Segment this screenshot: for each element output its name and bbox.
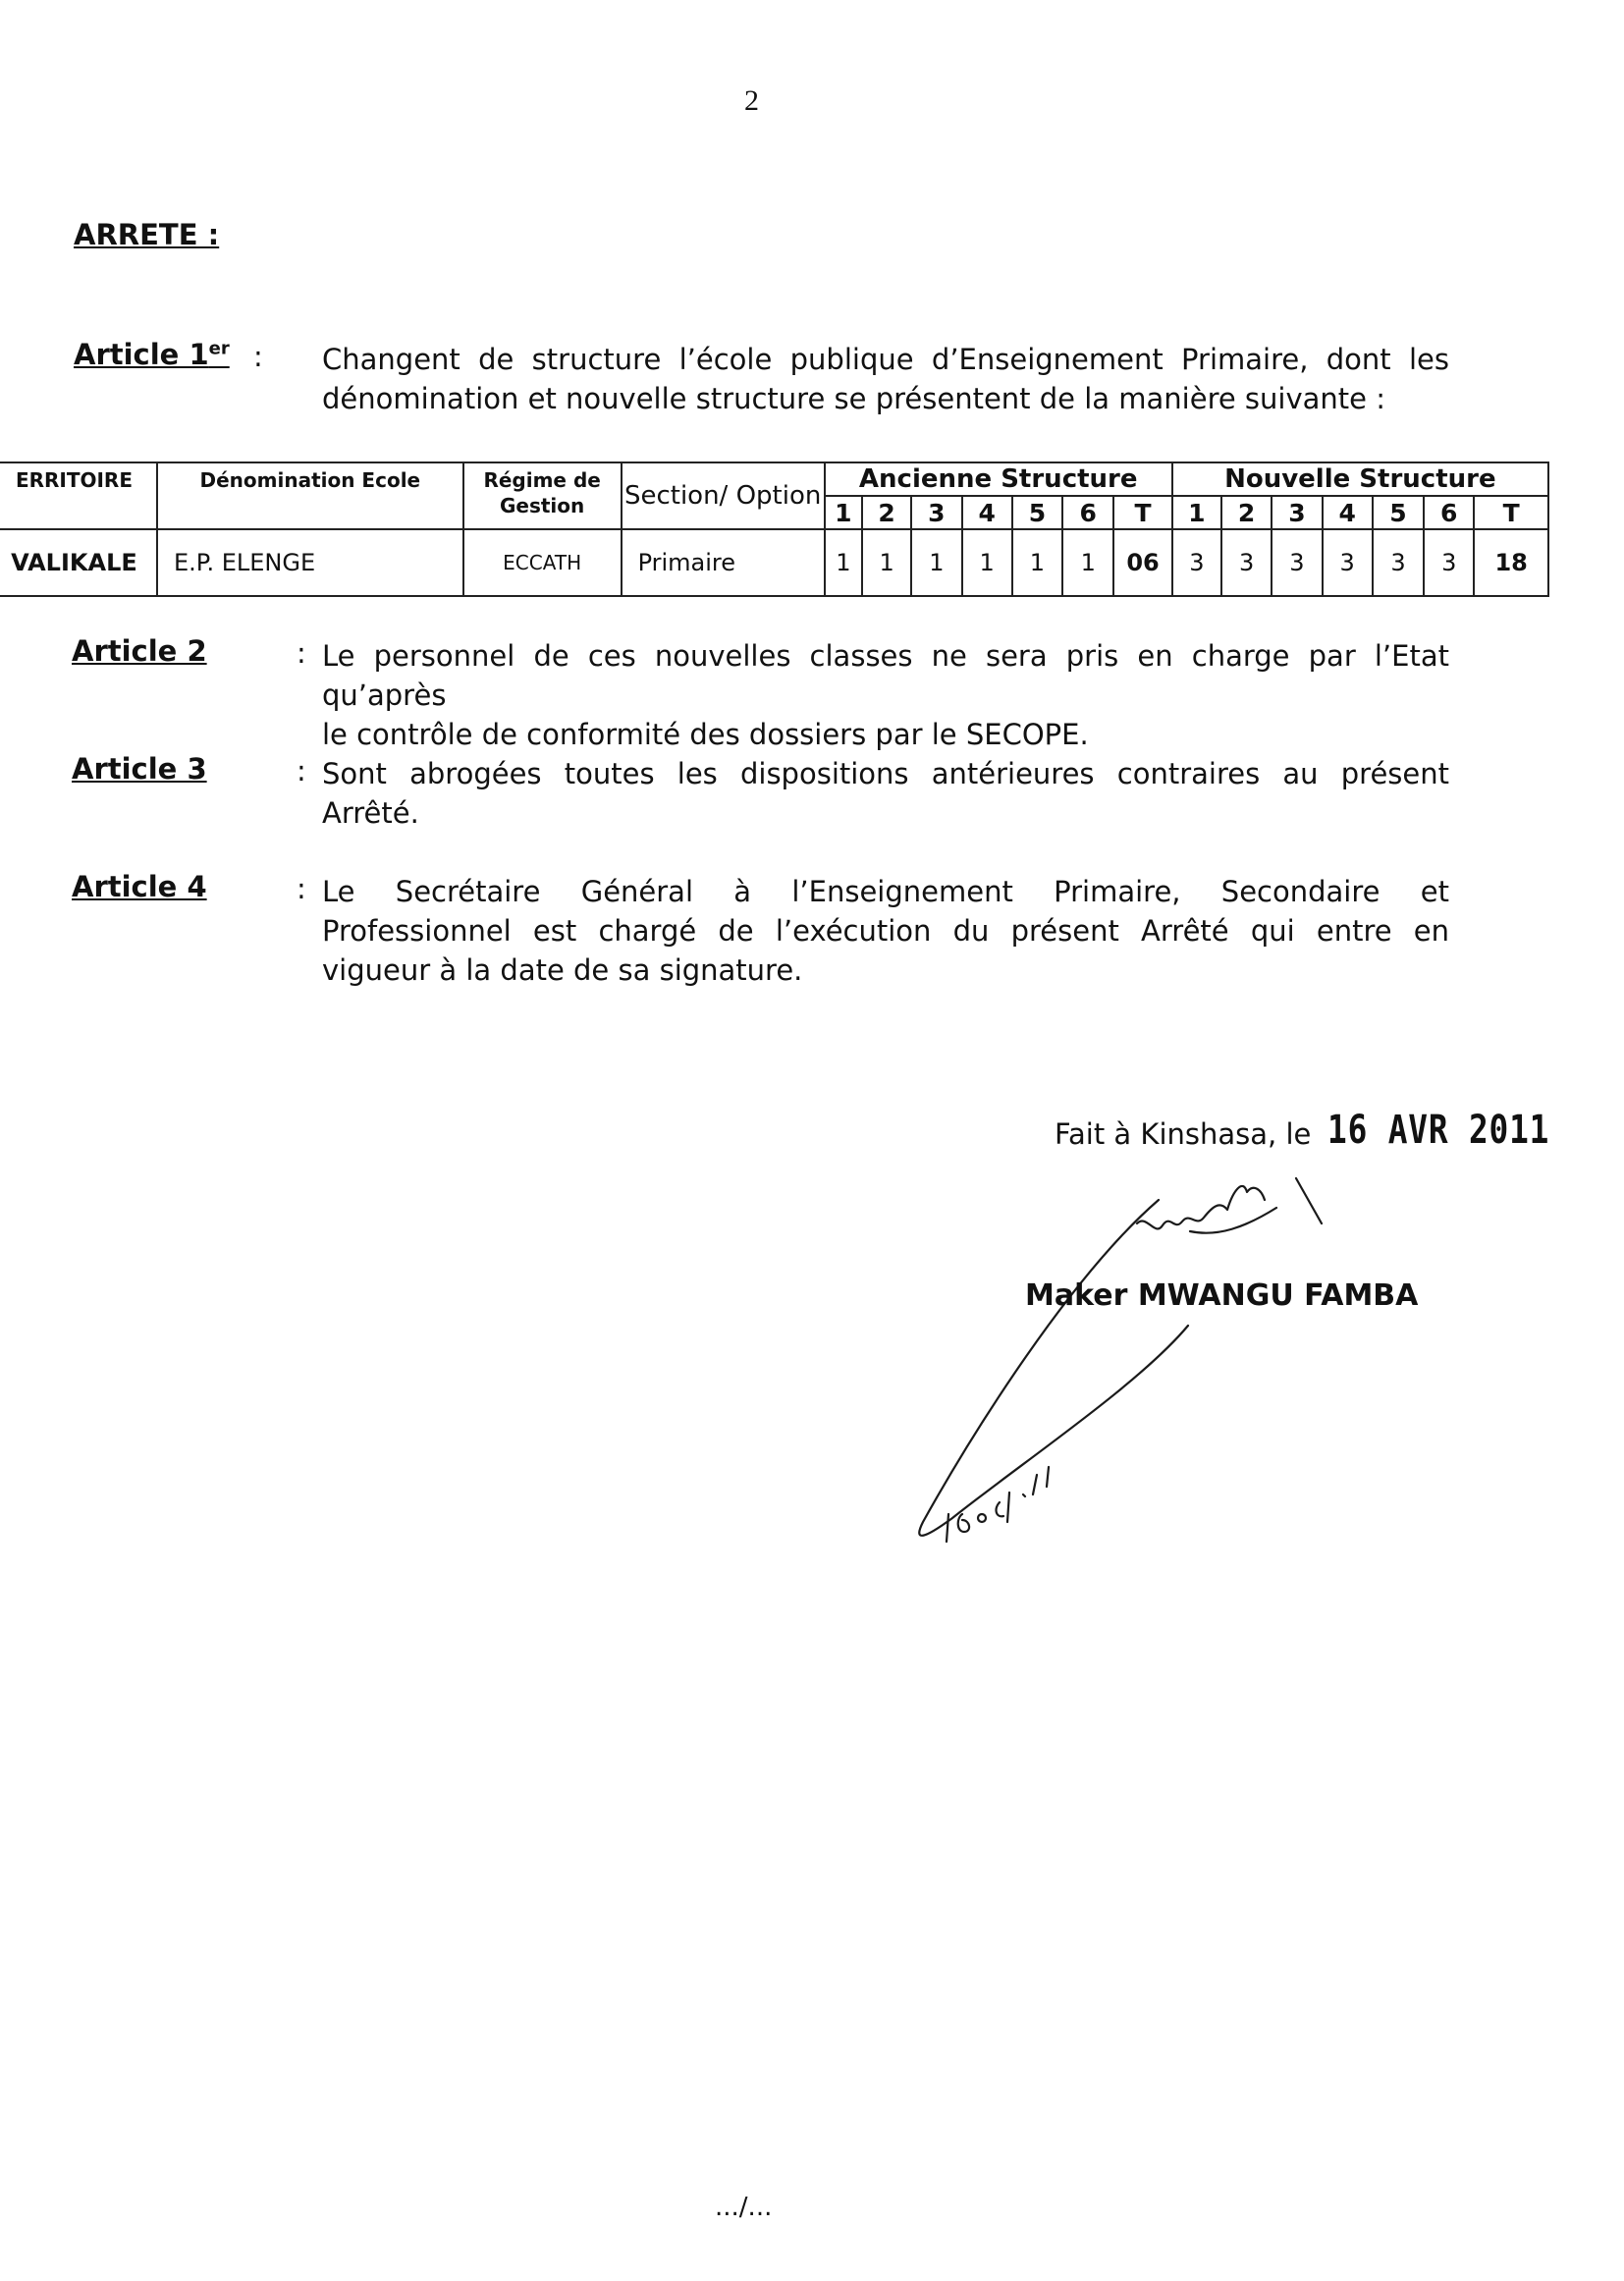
header-nouvelle-col: 5 [1373,496,1424,529]
header-nouvelle-col: 3 [1272,496,1322,529]
signature-loop-stroke [919,1200,1188,1536]
header-territoire: ERRITOIRE [0,462,157,529]
header-nouvelle-col: 1 [1172,496,1221,529]
cell-nouvelle: 3 [1373,529,1424,596]
article-2-label: Article 2 [72,634,207,668]
page-number: 2 [744,84,759,117]
header-nouvelle-col: T [1474,496,1548,529]
table-header-row [0,462,1548,496]
header-nouvelle-col: 6 [1424,496,1474,529]
date-stamp: 16 AVR 2011 [1327,1108,1550,1153]
cell-nouvelle-total: 18 [1474,529,1548,596]
header-section: Section/ Option [622,462,825,529]
cell-section: Primaire [622,529,825,596]
header-nouvelle-structure: Nouvelle Structure [1172,462,1548,496]
cell-nouvelle: 3 [1272,529,1322,596]
cell-ancienne: 1 [1012,529,1062,596]
article-1-colon: : [253,340,263,373]
cell-ancienne: 1 [825,529,862,596]
header-ancienne-col: 6 [1062,496,1113,529]
article-1-label [74,338,230,371]
cell-nouvelle: 3 [1424,529,1474,596]
header-ancienne-structure: Ancienne Structure [825,462,1172,496]
article-4-label: Article 4 [72,870,207,903]
article-4-line-3: vigueur à la date de sa signature. [322,953,803,987]
header-ancienne-col: 3 [911,496,961,529]
article-4-text [322,872,1449,990]
article-4-line-2: Professionnel est chargé de l’exécution du présent Arrêté qui entre en [322,914,1449,948]
signatory-name: Maker MWANGU FAMBA [1025,1278,1419,1313]
header-denomination: Dénomination Ecole [157,462,463,529]
cell-nouvelle: 3 [1323,529,1373,596]
header-ancienne-col: 5 [1012,496,1062,529]
article-3-label: Article 3 [72,752,207,786]
cell-nouvelle: 3 [1172,529,1221,596]
place-date: Fait à Kinshasa, le [1055,1117,1312,1151]
article-3-colon: : [297,754,306,787]
signature-underline-stroke [1190,1208,1276,1233]
continuation-mark: .../... [715,2193,773,2222]
header-nouvelle-col: 4 [1323,496,1373,529]
article-1-label-text: Article 1 [74,338,209,371]
article-1-text [322,340,1449,418]
article-4-line-1: Le Secrétaire Général à l’Enseignement Primaire, Secondaire et [322,875,1449,908]
cell-ancienne: 1 [862,529,911,596]
article-2-text [322,636,1449,754]
article-3-line-1: Sont abrogées toutes les dispositions antérieures contraires au présent [322,757,1449,790]
article-1-line-1: Changent de structure l’école publique d’Enseignement Primaire, dont les [322,343,1449,376]
structure-table [0,462,1549,597]
cell-ancienne: 1 [1062,529,1113,596]
article-2-line-1: Le personnel de ces nouvelles classes ne sera pris en charge par l’Etat qu’après [322,639,1449,712]
cell-territoire: VALIKALE [0,529,157,596]
signature-tick-stroke [1296,1178,1322,1223]
article-1-line-2: dénomination et nouvelle structure se présentent de la manière suivante : [322,382,1385,415]
article-3-line-2: Arrêté. [322,796,419,830]
article-2-colon: : [297,636,306,670]
article-4-colon: : [297,872,306,905]
handwritten-signature [884,1129,1434,1601]
cell-ancienne: 1 [911,529,961,596]
header-ancienne-col: T [1113,496,1171,529]
article-3-text [322,754,1449,833]
handwritten-date-stroke [947,1467,1049,1542]
cell-nouvelle: 3 [1221,529,1272,596]
arrete-heading: ARRETE : [74,218,220,251]
cell-denomination: E.P. ELENGE [157,529,463,596]
cell-ancienne: 1 [962,529,1012,596]
header-nouvelle-col: 2 [1221,496,1272,529]
header-ancienne-col: 2 [862,496,911,529]
header-ancienne-col: 1 [825,496,862,529]
cell-ancienne-total: 06 [1113,529,1171,596]
article-1-label-sup: er [208,338,230,359]
header-regime: Régime de Gestion [463,462,622,529]
table-row [0,529,1548,596]
header-ancienne-col: 4 [962,496,1012,529]
article-2-line-2: le contrôle de conformité des dossiers par le SECOPE. [322,718,1089,751]
cell-regime: ECCATH [463,529,622,596]
signature-name-stroke [1137,1186,1265,1229]
